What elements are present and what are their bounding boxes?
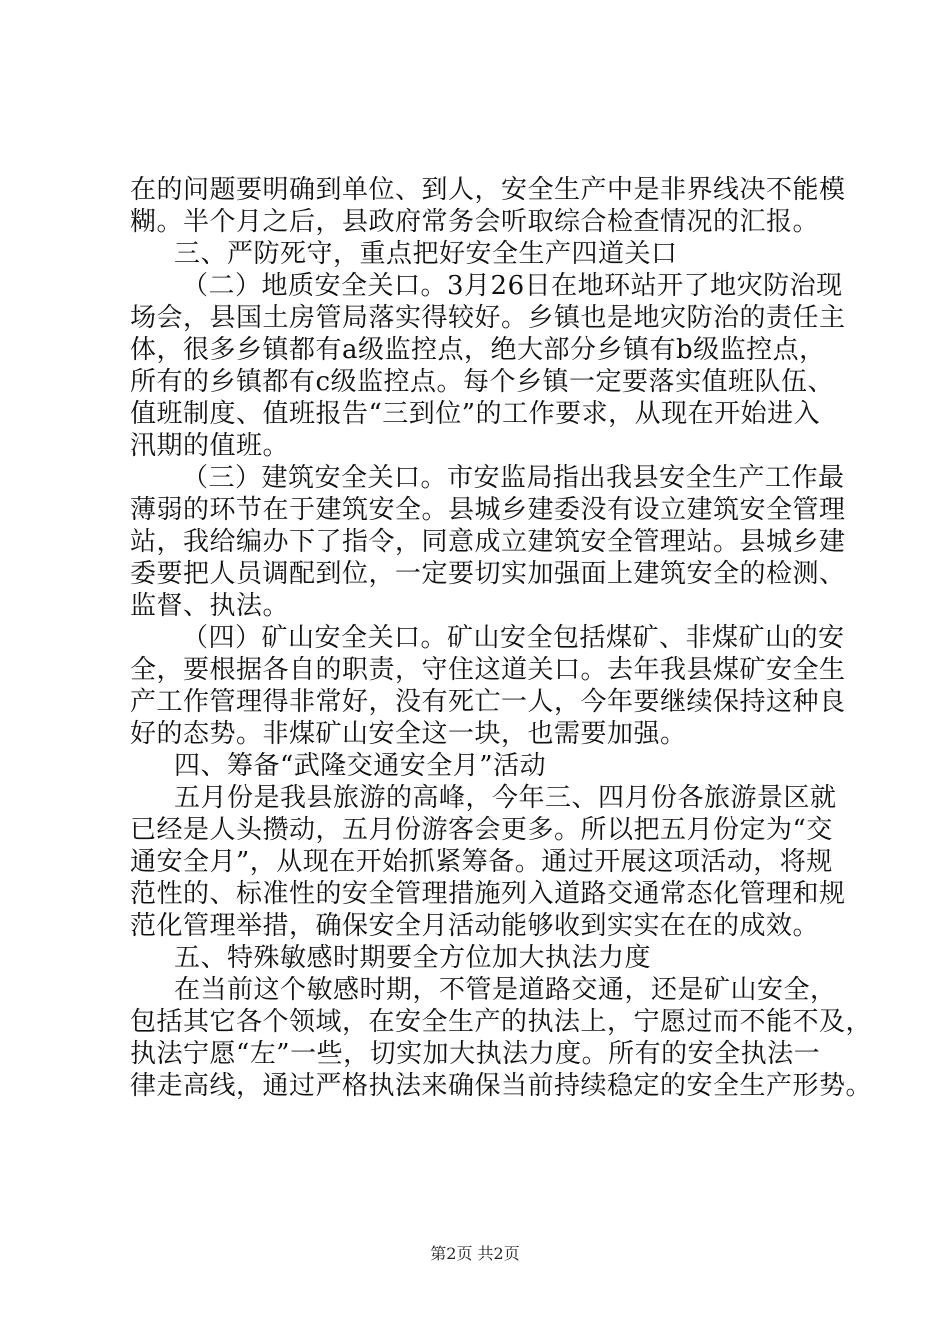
body-line: 范化管理举措，确保安全月活动能够收到实实在在的成效。 xyxy=(130,911,820,941)
body-line: 包括其它各个领域，在安全生产的执法上，宁愿过而不能不及， xyxy=(130,1007,873,1037)
document-body xyxy=(130,174,873,1102)
body-line: （三）建筑安全关口。市安监局指出我县安全生产工作最 xyxy=(182,463,845,493)
body-line: 产工作管理得非常好，没有死亡一人，今年要继续保持这种良 xyxy=(130,687,846,717)
body-line: 全，要根据各自的职责，守住这道关口。去年我县煤矿安全生 xyxy=(130,655,846,685)
section-heading: 四、筹备“武隆交通安全月”活动 xyxy=(174,751,547,781)
body-line: 汛期的值班。 xyxy=(130,431,290,461)
body-line: 已经是人头攒动，五月份游客会更多。所以把五月份定为“交 xyxy=(130,815,833,845)
body-line: 薄弱的环节在于建筑安全。县城乡建委没有设立建筑安全管理 xyxy=(130,495,846,525)
body-line: 监督、执法。 xyxy=(130,591,290,621)
page-number-footer: 第2页 共2页 xyxy=(430,1244,520,1263)
body-line: （四）矿山安全关口。矿山安全包括煤矿、非煤矿山的安 xyxy=(182,623,845,653)
body-line: 所有的乡镇都有c级监控点。每个乡镇一定要落实值班队伍、 xyxy=(130,367,835,397)
body-line: 范性的、标准性的安全管理措施列入道路交通常态化管理和规 xyxy=(130,879,846,909)
body-line: 律走高线，通过严格执法来确保当前持续稳定的安全生产形势。 xyxy=(130,1071,873,1101)
body-line: 在当前这个敏感时期，不管是道路交通，还是矿山安全， xyxy=(174,975,837,1005)
body-line: 在的问题要明确到单位、到人，安全生产中是非界线决不能模 xyxy=(130,175,846,205)
body-line: 委要把人员调配到位，一定要切实加强面上建筑安全的检测、 xyxy=(130,559,846,589)
body-line: （二）地质安全关口。3月26日在地环站开了地灾防治现 xyxy=(182,271,843,301)
section-heading: 三、严防死守，重点把好安全生产四道关口 xyxy=(174,239,678,269)
body-line: 好的态势。非煤矿山安全这一块，也需要加强。 xyxy=(130,719,687,749)
body-line: 五月份是我县旅游的高峰，今年三、四月份各旅游景区就 xyxy=(174,783,837,813)
body-line: 站，我给编办下了指令，同意成立建筑安全管理站。县城乡建 xyxy=(130,527,846,557)
section-heading: 五、特殊敏感时期要全方位加大执法力度 xyxy=(174,943,652,973)
body-line: 值班制度、值班报告“三到位”的工作要求，从现在开始进入 xyxy=(130,399,821,429)
body-line: 糊。半个月之后，县政府常务会听取综合检查情况的汇报。 xyxy=(130,207,820,237)
body-line: 执法宁愿“左”一些，切实加大执法力度。所有的安全执法一 xyxy=(130,1039,821,1069)
body-line: 场会，县国土房管局落实得较好。乡镇也是地灾防治的责任主 xyxy=(130,303,846,333)
body-line: 通安全月”，从现在开始抓紧筹备。通过开展这项活动，将规 xyxy=(130,847,833,877)
body-line: 体，很多乡镇都有a级监控点，绝大部分乡镇有b级监控点， xyxy=(130,335,826,365)
